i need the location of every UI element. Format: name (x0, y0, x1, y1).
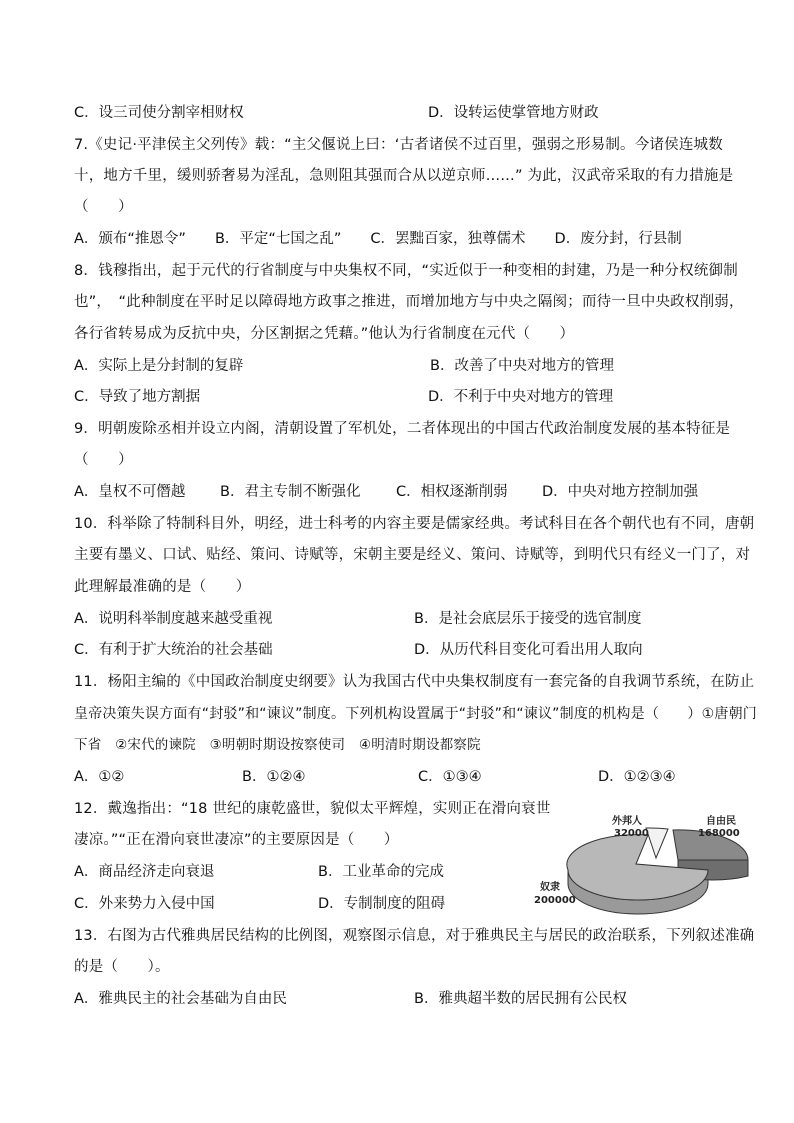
value-free-citizen: 168000 (698, 828, 740, 839)
q8-option-c: C．导致了地方割据 (74, 389, 201, 405)
q8-option-b: B．改善了中央对地方的管理 (430, 358, 614, 374)
label-free-citizen: 自由民 (706, 816, 736, 827)
q13-stem-line-2: 的是（ ）。 (74, 959, 170, 975)
q8-option-d: D．不利于中央对地方的管理 (428, 389, 614, 405)
q8-stem-line-2: 也”， “此种制度在平时足以障碍地方政事之推进，而增加地方与中央之隔阂；而待一旦中央政权削弱， (74, 294, 744, 310)
q11-stem-line-3: 下省 ②宋代的谏院 ③明朝时期设按察使司 ④明清时期设都察院 (74, 737, 481, 753)
q6-option-d: D．设转运使掌管地方财政 (428, 105, 599, 121)
q9-stem-line-2: （ ） (74, 452, 133, 468)
q12-stem-line-2: 凄凉。”“正在滑向衰世凄凉”的主要原因是（ ） (74, 832, 399, 848)
q9-stem-line-1: 9．明朝废除丞相并设立内阁，清朝设置了军机处，二者体现出的中国古代政治制度发展的基本特征是 (74, 421, 731, 437)
q9-option-b: B．君主专制不断强化 (220, 484, 361, 500)
q9-option-d: D．中央对地方控制加强 (542, 484, 699, 500)
q11-stem-line-2: 皇帝决策失误方面有“封驳”和“谏议”制度。下列机构设置属于“封驳”和“谏议”制度的机构是（ ）①唐朝门 (74, 706, 757, 722)
q12-option-a: A．商品经济走向衰退 (74, 864, 215, 880)
q7-stem-line-3: （ ） (74, 199, 133, 215)
q10-stem-line-3: 此理解最准确的是（ ） (74, 579, 251, 595)
q12-stem-line-1: 12．戴逸指出：“18 世纪的康乾盛世，貌似太平辉煌，实则正在滑向衰世 (74, 801, 551, 817)
q10-option-d: D．从历代科目变化可看出用人取向 (414, 642, 643, 658)
athens-population-pie-chart (528, 808, 768, 918)
q13-stem-line-1: 13．右图为古代雅典居民结构的比例图，观察图示信息，对于雅典民主与居民的政治联系，下列叙述准确 (74, 928, 755, 944)
q8-option-a: A．实际上是分封制的复辟 (74, 358, 244, 374)
q12-option-b: B．工业革命的完成 (318, 864, 444, 880)
label-foreigner: 外邦人 (612, 816, 642, 827)
q11-option-b: B．①②④ (242, 769, 306, 785)
q10-option-b: B．是社会底层乐于接受的选官制度 (414, 611, 642, 627)
q10-option-a: A．说明科举制度越来越受重视 (74, 611, 273, 627)
q10-stem-line-2: 主要有墨义、口试、贴经、策问、诗赋等，宋朝主要是经义、策问、诗赋等，到明代只有经义一门了，对 (74, 547, 751, 563)
q12-option-c: C．外来势力入侵中国 (74, 896, 215, 912)
q12-option-d: D．专制制度的阻碍 (318, 896, 446, 912)
q13-option-b: B．雅典超半数的居民拥有公民权 (414, 991, 627, 1007)
q7-options: A．颁布“推恩令” B．平定“七国之乱” C．罢黜百家，独尊儒术 D．废分封，行县制 (74, 231, 682, 247)
q8-stem-line-3: 各行省转易成为反抗中央，分区割据之凭藉。”他认为行省制度在元代（ ） (74, 326, 575, 342)
q13-option-a: A．雅典民主的社会基础为自由民 (74, 991, 287, 1007)
q10-option-c: C．有利于扩大统治的社会基础 (74, 642, 273, 658)
q7-stem-line-1: 7.《史记·平津侯主父列传》载：“主父偃说上曰：‘古者诸侯不过百里，强弱之形易制。今诸侯连城数 (74, 137, 723, 153)
q7-stem-line-2: 十，地方千里，缓则骄奢易为淫乱，急则阻其强而合从以逆京师……” 为此，汉武帝采取的有力措施是 (74, 168, 734, 184)
pie-slice-foreigner (646, 828, 668, 858)
q6-option-c: C．设三司使分割宰相财权 (74, 105, 244, 121)
label-slave: 奴隶 (540, 882, 560, 893)
q8-stem-line-1: 8．钱穆指出，起于元代的行省制度与中央集权不同，“实近似于一种变相的封建，乃是一种分权统御制 (74, 263, 738, 279)
value-foreigner: 32000 (614, 828, 649, 839)
value-slave: 200000 (534, 895, 576, 906)
q11-option-d: D．①②③④ (598, 769, 676, 785)
q9-option-c: C．相权逐渐削弱 (396, 484, 508, 500)
q11-option-c: C．①③④ (418, 769, 482, 785)
q11-stem-line-1: 11．杨阳主编的《中国政治制度史纲要》认为我国古代中央集权制度有一套完备的自我调节系统，在防止 (74, 674, 755, 690)
q9-option-a: A．皇权不可僭越 (74, 484, 186, 500)
q11-option-a: A．①② (74, 769, 125, 785)
q10-stem-line-1: 10．科举除了特制科目外，明经，进士科考的内容主要是儒家经典。考试科目在各个朝代也有不同，唐朝 (74, 516, 755, 532)
